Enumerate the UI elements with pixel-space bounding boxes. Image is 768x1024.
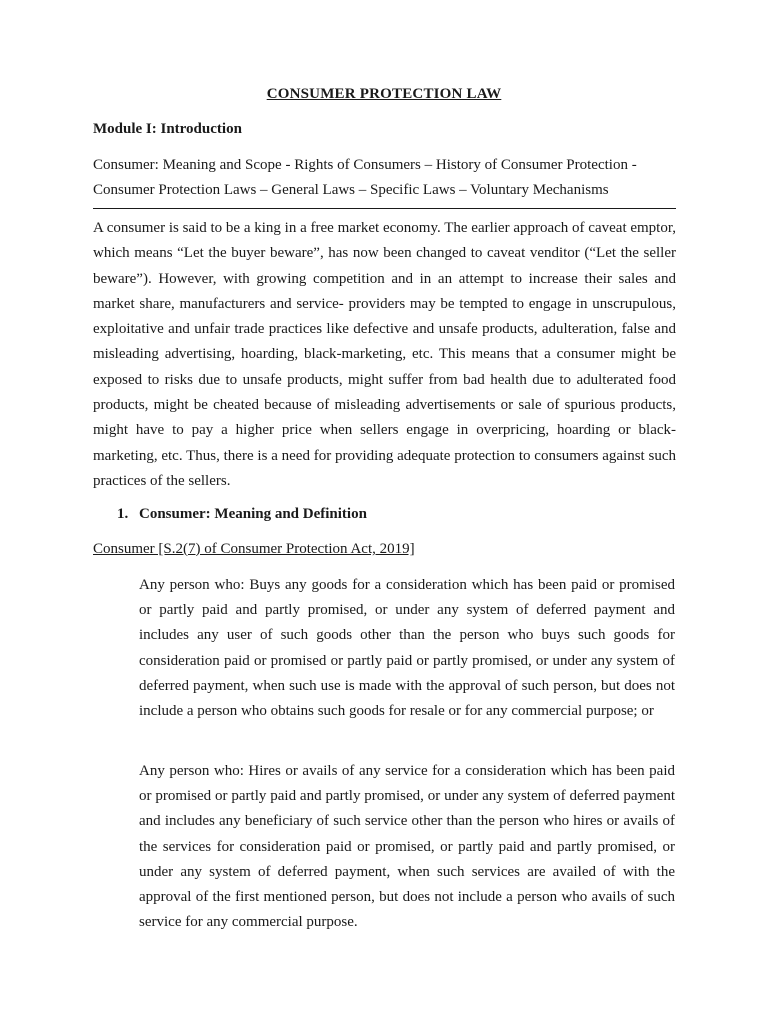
section-number: 1.	[117, 506, 129, 522]
syllabus-line-2: Consumer Protection Laws – General Laws – Specific Laws – Voluntary Mechanisms	[93, 182, 609, 198]
definition-services-paragraph: Any person who: Hires or avails of any service for a consideration which has been paid or promised or partly paid and partly promised, or under any system of deferred payment and includes any beneficiary of such service other than the person who hires or avails of the services for consideration paid or promised, or partly paid and partly promised, or under any system of deferred payment, when such services are availed of with the approval of the first mentioned person, but does not include a person who avails of such service for any commercial purpose.	[139, 763, 675, 931]
definition-goods-paragraph: Any person who: Buys any goods for a consideration which has been paid or promised or partly paid and partly promised, or under any system of deferred payment and includes any user of such goods other than the person who buys such goods for consideration paid or promised or partly paid or partly promised, or under any system of deferred payment, when such use is made with the approval of such person, but does not include a person who obtains such goods for resale or for any commercial purpose; or	[139, 577, 675, 720]
section-title: Consumer: Meaning and Definition	[139, 506, 367, 522]
definition-heading: Consumer [S.2(7) of Consumer Protection Act, 2019]	[93, 541, 415, 557]
horizontal-divider	[93, 208, 676, 209]
syllabus-topics	[93, 153, 683, 203]
document-title: CONSUMER PROTECTION LAW	[266, 86, 502, 102]
intro-paragraph: A consumer is said to be a king in a free market economy. The earlier approach of caveat emptor, which means “Let the buyer beware”, has now been changed to caveat venditor (“Let the seller beware”). However, with growing competition and in an attempt to increase their sales and market share, manufacturers and service- providers may be tempted to engage in unscrupulous, exploitative and unfair trade practices like defective and unsafe products, adulteration, false and misleading advertising, hoarding, black-marketing, etc. This means that a consumer might be exposed to risks due to unsafe products, might suffer from bad health due to adulterated food products, might be cheated because of misleading advertisements or sale of spurious products, might have to pay a higher price when sellers engage in overpricing, hoarding or black-marketing, etc. Thus, there is a need for providing adequate protection to consumers against such practices of the sellers.	[93, 220, 676, 489]
module-heading: Module I: Introduction	[93, 121, 242, 137]
syllabus-line-1: Consumer: Meaning and Scope - Rights of Consumers – History of Consumer Protection -	[93, 157, 637, 173]
section-heading	[117, 506, 367, 523]
